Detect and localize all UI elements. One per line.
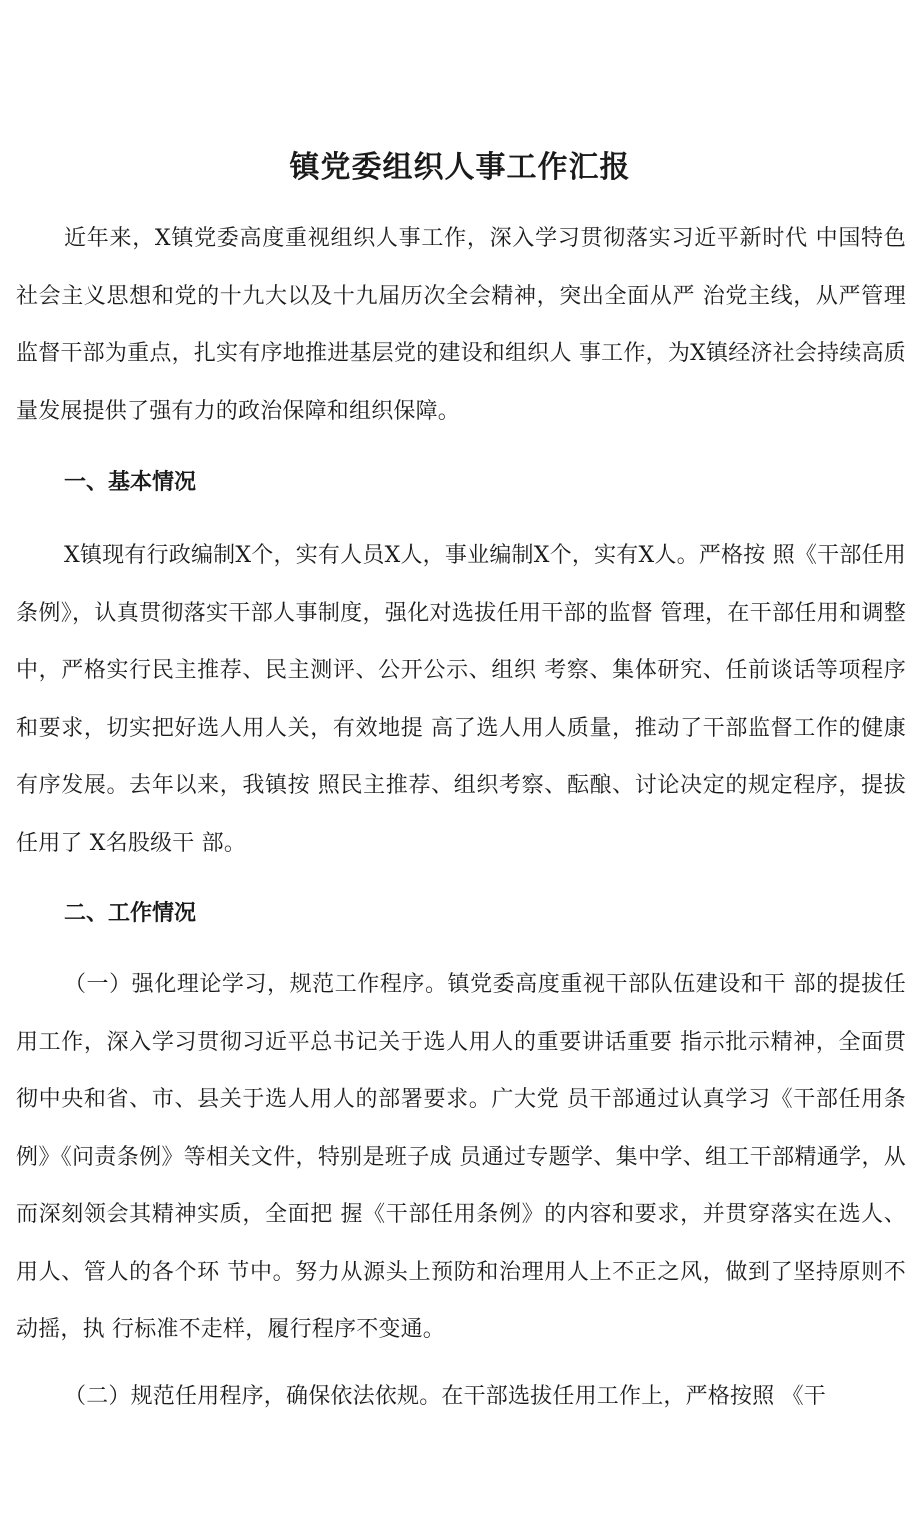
document-title: 镇党委组织人事工作汇报 xyxy=(289,150,631,186)
basic-situation-paragraph: X镇现有行政编制X个，实有人员X人，事业编制X个，实有X人。严格按 照《干部任用条例》，认真贯彻落实干部人事制度，强化对选拔任用干部的监督 管理，在干部任用和调整中，严格实行民主推荐、民主测评、公开公示、组织 考察、集体研究、任前谈话等项程序和要求，切实把好选人用人关，有效地提 高了选人用人质量，推动了干部监督工作的健康有序发展。去年以来，我镇按 照民主推荐、组织考察、酝酿、讨论决定的规定程序，提拔任用了 X名股级干 部。 xyxy=(16,543,906,856)
section-heading-work-situation: 二、工作情况 xyxy=(64,900,197,926)
section-heading-basic-situation: 一、基本情况 xyxy=(64,469,197,495)
work-subsection-2-paragraph: （二）规范任用程序，确保依法依规。在干部选拔任用工作上，严格按照 《干 xyxy=(64,1384,826,1409)
intro-paragraph: 近年来，X镇党委高度重视组织人事工作，深入学习贯彻落实习近平新时代 中国特色社会主义思想和党的十九大以及十九届历次全会精神，突出全面从严 治党主线，从严管理监督干部为重点，扎实有序地推进基层党的建设和组织人 事工作，为X镇经济社会持续高质量发展提供了强有力的政治保障和组织保障。 xyxy=(16,226,906,424)
work-subsection-1-paragraph: （一）强化理论学习，规范工作程序。镇党委高度重视干部队伍建设和干 部的提拔任用工作，深入学习贯彻习近平总书记关于选人用人的重要讲话重要 指示批示精神，全面贯彻中央和省、市、县关于选人用人的部署要求。广大党 员干部通过认真学习《干部任用条例》《问责条例》等相关文件，特别是班子成 员通过专题学、集中学、组工干部精通学，从而深刻领会其精神实质，全面把 握《干部任用条例》的内容和要求，并贯穿落实在选人、用人、管人的各个环 节中。努力从源头上预防和治理用人上不正之风，做到了坚持原则不动摇，执 行标准不走样，履行程序不变通。 xyxy=(16,972,906,1342)
